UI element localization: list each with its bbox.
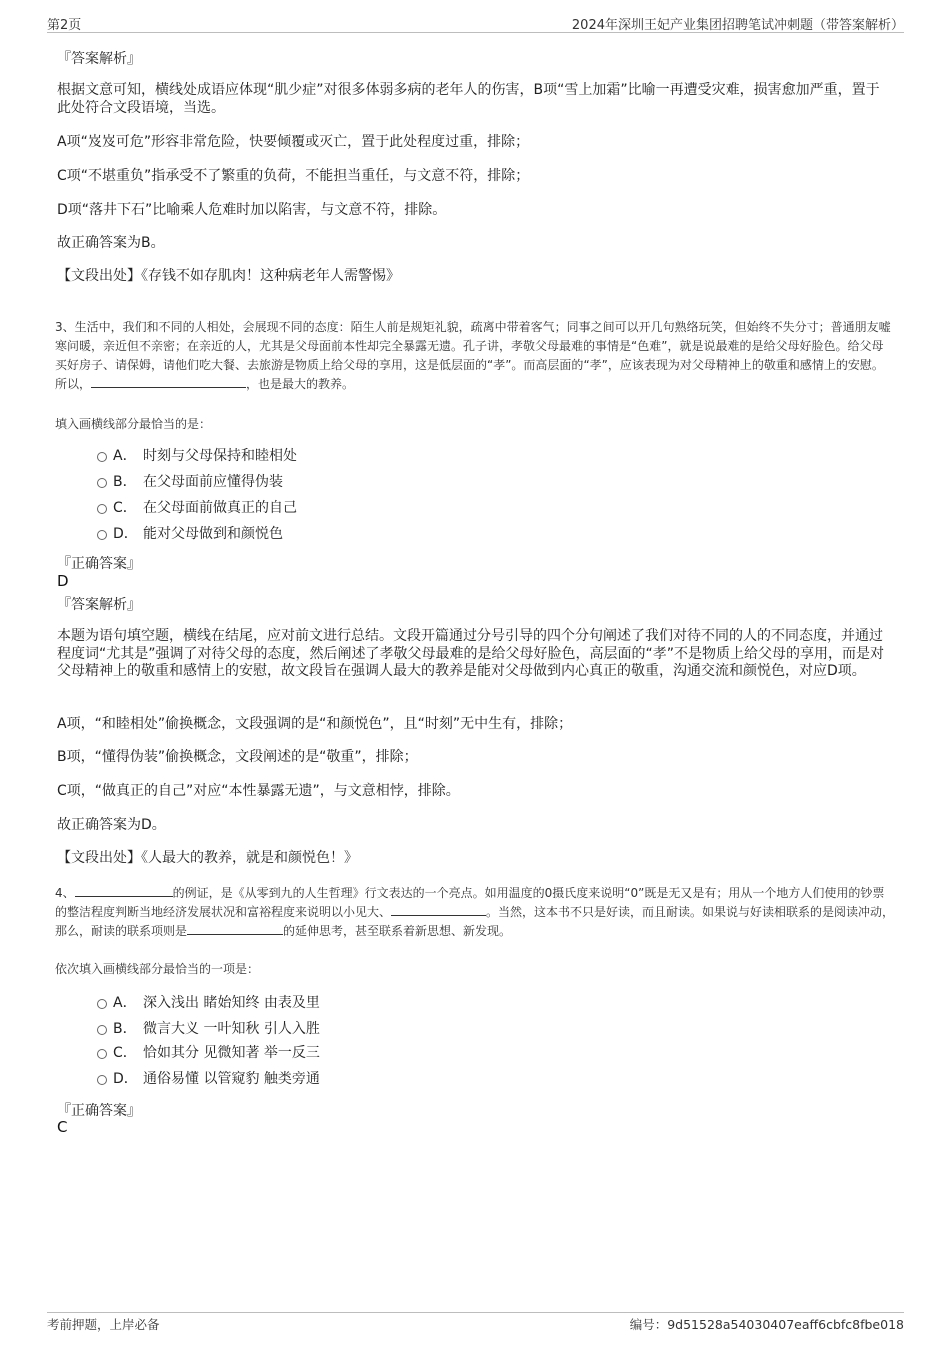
analysis-paragraph: A项，“和睦相处”偷换概念，文段强调的是“和颜悦色”，且“时刻”无中生有，排除； [57,716,573,732]
correct-answer: D [57,572,69,590]
radio-icon[interactable] [97,478,107,488]
option-c[interactable]: C． 在父母面前做真正的自己 [97,497,297,519]
option-a[interactable]: A． 时刻与父母保持和睦相处 [97,445,297,467]
analysis-conclusion: 故正确答案为B。 [57,235,165,251]
radio-icon[interactable] [97,452,107,462]
radio-icon[interactable] [97,999,107,1009]
analysis-paragraph: A项“岌岌可危”形容非常危险，快要倾覆或灭亡，置于此处程度过重，排除； [57,134,530,150]
correct-answer-label: 『正确答案』 [57,1103,141,1119]
option-a[interactable]: A． 深入浅出 睹始知终 由表及里 [97,992,320,1014]
radio-icon[interactable] [97,530,107,540]
page-header [47,12,904,33]
analysis-paragraph: C项，“做真正的自己”对应“本性暴露无遗”，与文意相悖，排除。 [57,783,460,799]
page-number: 第2页 [47,18,82,33]
analysis-paragraph: B项，“懂得伪装”偷换概念，文段阐述的是“敬重”，排除； [57,749,418,765]
document-code: 编号：9d51528a54030407eaff6cbfc8fbe018 [629,1317,904,1332]
page-footer [47,1312,904,1333]
analysis-paragraph: 本题为语句填空题，横线在结尾，应对前文进行总结。文段开篇通过分号引导的四个分句阐述了我们对待不同的人的不同态度，并通过程度词“尤其是”强调了对待父母的态度，然后阐述了孝敬父母最难的是给父母好脸色，高层面的“孝”不是物质上给父母的享用，而是对父母精神上的敬重和感情上的安慰，故文段旨在强调人最大的教养是能对父母做到内心真正的敬重，沟通交流和颜悦色，对应D项。 [57,628,885,679]
radio-icon[interactable] [97,1025,107,1035]
option-c[interactable]: C． 恰如其分 见微知著 举一反三 [97,1042,320,1064]
analysis-paragraph: C项“不堪重负”指承受不了繁重的负荷，不能担当重任，与文意不符，排除； [57,168,530,184]
passage-source: 【文段出处】《人最大的教养，就是和颜悦色！》 [57,850,358,866]
option-b[interactable]: B． 在父母面前应懂得伪装 [97,471,283,493]
analysis-conclusion: 故正确答案为D。 [57,817,166,833]
question-3-prompt: 填入画横线部分最恰当的是： [55,417,212,431]
document-title: 2024年深圳王妃产业集团招聘笔试冲刺题（带答案解析） [571,18,904,33]
question-3-stem: 3、生活中，我们和不同的人相处，会展现不同的态度：陌生人前是规矩礼貌，疏离中带着客气；同事之间可以开几句熟络玩笑，但始终不失分寸；普通朋友嘘寒问暖，亲近但不亲密；在亲近的人，尤其是父母面前本性却完全暴露无遗。孔子讲，孝敬父母最难的事情是“色难”，就是说最难的是给父母好脸色。给父母买好房子、请保姆，请他们吃大餐、去旅游是物质上给父母的享用，这是低层面的“孝”。而高层面的“孝”，应该表现为对父母精神上的敬重和感情上的安慰。所以， ，也是最大的教养。 [55,320,891,391]
analysis-label: 『答案解析』 [57,51,141,67]
footer-slogan: 考前押题，上岸必备 [47,1317,160,1332]
question-4-stem: 4、 的例证，是《从零到九的人生哲理》行文表达的一个亮点。如用温度的0摄氏度来说明“0”既是无又是有；用从一个地方人们使用的钞票的整洁程度判断当地经济发展状况和富裕程度来说明以小见大、 。当然，这本书不只是好读，而且耐读。如果说与好读相联系的是阅读冲动，那么，耐读的联系项则是 的延伸思考，甚至联系着新思想、新发现。 [55,886,895,938]
option-b[interactable]: B． 微言大义 一叶知秋 引人入胜 [97,1018,320,1040]
answer-blank [75,884,173,897]
correct-answer: C [57,1118,68,1136]
analysis-label: 『答案解析』 [57,597,141,613]
option-d[interactable]: D． 通俗易懂 以管窥豹 触类旁通 [97,1068,320,1090]
analysis-paragraph: D项“落井下石”比喻乘人危难时加以陷害，与文意不符，排除。 [57,202,447,218]
passage-source: 【文段出处】《存钱不如存肌肉！这种病老年人需警惕》 [57,268,400,284]
analysis-paragraph: 根据文意可知，横线处成语应体现“肌少症”对很多体弱多病的老年人的伤害，B项“雪上加霜”比喻一再遭受灾难，损害愈加严重，置于此处符合文段语境，当选。 [57,82,880,116]
radio-icon[interactable] [97,504,107,514]
correct-answer-label: 『正确答案』 [57,556,141,572]
question-4-prompt: 依次填入画横线部分最恰当的一项是： [55,962,260,976]
option-d[interactable]: D． 能对父母做到和颜悦色 [97,523,283,545]
radio-icon[interactable] [97,1049,107,1059]
radio-icon[interactable] [97,1075,107,1085]
answer-blank [187,922,283,935]
answer-blank [391,903,486,916]
answer-blank [91,375,246,388]
